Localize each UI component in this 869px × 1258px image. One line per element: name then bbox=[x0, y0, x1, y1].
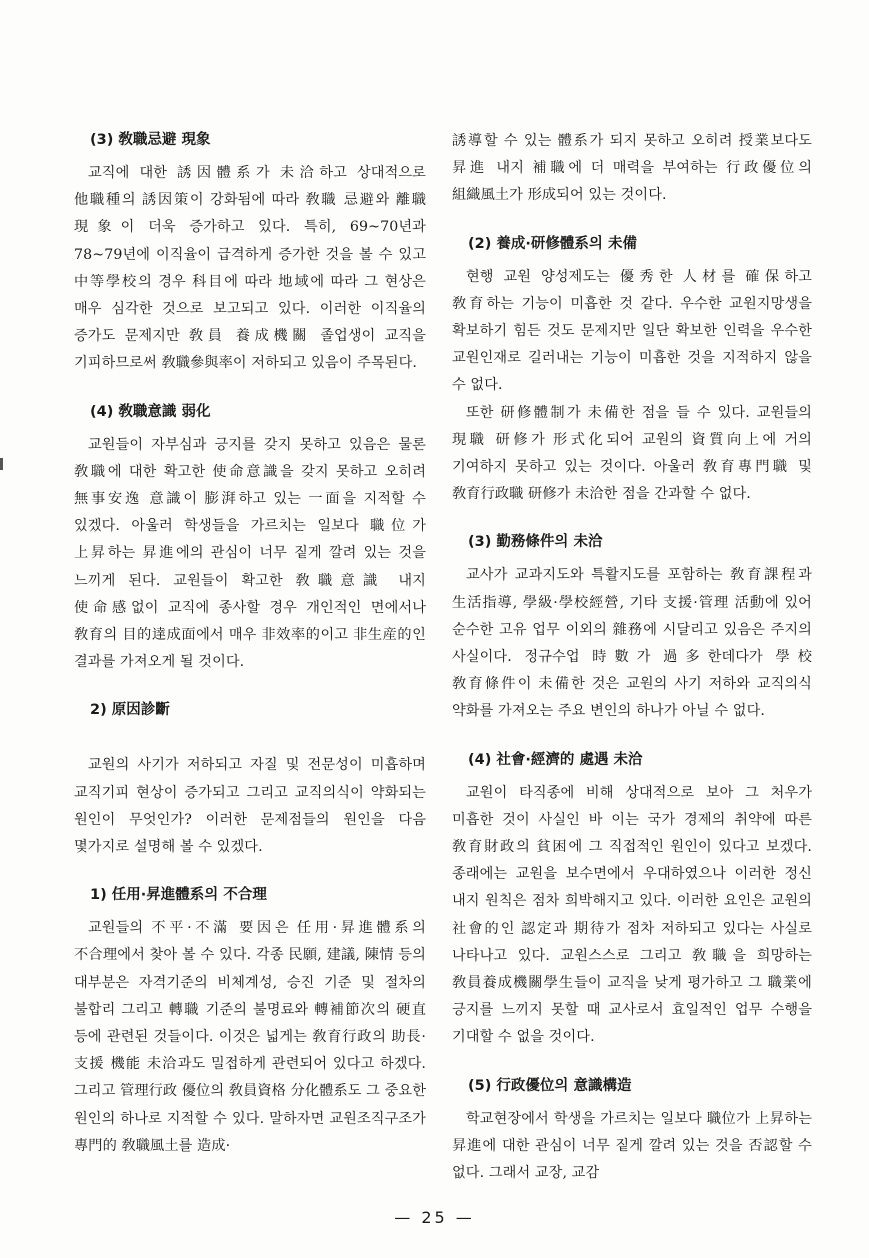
paragraph-training-system-1: 현행 교원 양성제도는 優秀한 人材를 確保하고 敎育하는 기능이 미흡한 것 같다. 우수한 교원지망생을 확보하기 힘든 것도 문제지만 일단 확보한 인력을 우수한 교원인재로 길러내는 기능이 미흡한 것을 지적하지 않을 수 없다. bbox=[452, 268, 812, 394]
section-heading-cause-diagnosis: 2) 原因診斷 bbox=[90, 702, 170, 719]
paragraph-administrative-priority: 학교현장에서 학생을 가르치는 일보다 職位가 上昇하는 昇進에 대한 관심이 너무 짙게 깔려 있는 것을 否認할 수 없다. 그래서 교장, 교감 bbox=[452, 1110, 812, 1182]
section-heading-socioeconomic-treatment: (4) 社會·經濟的 處遇 未洽 bbox=[468, 751, 643, 768]
right-column bbox=[452, 128, 812, 1187]
paragraph-training-system-2: 또한 研修體制가 未備한 점을 들 수 있다. 교원들의 現職 研修가 形式化되어 교원의 資質向上에 거의 기여하지 못하고 있는 것이다. 아울러 敎育專門職 및 敎育行政職 研修가 未洽한 점을 간과할 수 없다. bbox=[452, 404, 812, 503]
paragraph-socioeconomic-treatment: 교원이 타직종에 비해 상대적으로 보아 그 처우가 미흡한 것이 사실인 바 이는 국가 경제의 취약에 따른 敎育財政의 貧困에 그 직접적인 원인이 있다고 보겠다. 종래에는 교원을 보수면에서 우대하였으나 이러한 정신 내지 원칙은 점차 희박해지고 있다. 이러한 요인은 교원의 社會的인 認定과 期待가 점차 저하되고 있다는 사실로 나타나고 있다. 교원스스로 그리고 敎職을 희망하는 敎員養成機關學生들이 교직을 낮게 평가하고 그 職業에 긍지를 느끼지 못할 때 교사로서 효일적인 업무 수행을 기대할 수 없을 것이다. bbox=[452, 784, 812, 1046]
page-number: — 25 — bbox=[394, 1208, 475, 1227]
paragraph-consciousness-weakening: 교원들이 자부심과 긍지를 갖지 못하고 있음은 물론 敎職에 대한 확고한 使命意識을 갖지 못하고 오히려 無事安逸 意識이 膨湃하고 있는 一面을 지적할 수 있겠다. 아울러 학생들을 가르치는 일보다 職位가 上昇하는 昇進에의 관심이 너무 짙게 깔려 있는 것을 느끼게 된다. 교원들이 확고한 敎職意識 내지 使命感없이 교직에 종사할 경우 개인적인 면에서나 敎育의 目的達成面에서 매우 非效率的이고 非生産的인 결과를 가져오게 될 것이다. bbox=[74, 436, 426, 671]
left-column bbox=[74, 128, 426, 1160]
paragraph-appointment-system: 교원들의 不平·不滿 要因은 任用·昇進體系의 不合理에서 찾아 볼 수 있다. 각종 民願, 建議, 陳情 등의 대부분은 자격기준의 비체계성, 승진 기준 및 절차의 불합리 그리고 轉職 기준의 불명료와 轉補節次의 硬直 등에 관련된 것들이다. 이것은 넓게는 敎育行政의 助長·支援 機能 未洽과도 밀접하게 관련되어 있다고 하겠다. 그리고 管理行政 優位의 敎員資格 分化體系도 그 중요한 원인의 하나로 지적할 수 있다. 말하자면 교원조직구조가 專門的 敎職風土를 造成· bbox=[74, 920, 426, 1154]
section-heading-administrative-priority: (5) 行政優位의 意識構造 bbox=[468, 1077, 632, 1094]
paragraph-teaching-avoidance: 교직에 대한 誘因體系가 未洽하고 상대적으로 他職種의 誘因策이 강화됨에 따라 敎職 忌避와 離職 現象이 더욱 증가하고 있다. 특히, 69~70년과 78~79년에 이직율이 급격하게 증가한 것을 볼 수 있고 中等學校의 경우 科目에 따라 地域에 따라 그 현상은 매우 심각한 것으로 보고되고 있다. 이러한 이직율의 증가도 문제지만 敎員 養成機關 졸업생이 교직을 기피하므로써 敎職參與率이 저하되고 있음이 주목된다. bbox=[74, 165, 426, 372]
section-heading-working-conditions: (3) 勤務條件의 未洽 bbox=[468, 534, 603, 551]
paragraph-working-conditions: 교사가 교과지도와 특활지도를 포함하는 敎育課程과 生活指導, 學級·學校經營, 기타 支援·管理 活動에 있어 순수한 고유 업무 이외의 雜務에 시달리고 있음은 주지의 사실이다. 정규수업 時數가 過多한데다가 學校 敎育條件이 未備한 것은 교원의 사기 저하와 교직의식 약화를 가져오는 주요 변인의 하나가 아닐 수 없다. bbox=[452, 567, 812, 720]
section-heading-teaching-avoidance: (3) 敎職忌避 現象 bbox=[90, 132, 211, 148]
scan-edge-mark bbox=[0, 458, 3, 470]
paragraph-cause-diagnosis: 교원의 사기가 저하되고 자질 및 전문성이 미흡하며 교직기피 현상이 증가되고 그리고 교직의식이 약화되는 원인이 무엇인가? 이러한 문제점들의 원인을 다음 몇가지로 설명해 볼 수 있겠다. bbox=[74, 757, 426, 856]
section-heading-appointment-system: 1) 任用·昇進體系의 不合理 bbox=[90, 887, 267, 904]
section-heading-consciousness-weakening: (4) 敎職意識 弱化 bbox=[90, 403, 211, 420]
paragraph-continuation: 誘導할 수 있는 體系가 되지 못하고 오히려 授業보다도 昇進 내지 補職에 더 매력을 부여하는 行政優位의 組織風土가 形成되어 있는 것이다. bbox=[452, 133, 812, 204]
section-heading-training-system: (2) 養成·研修體系의 未備 bbox=[468, 235, 637, 252]
